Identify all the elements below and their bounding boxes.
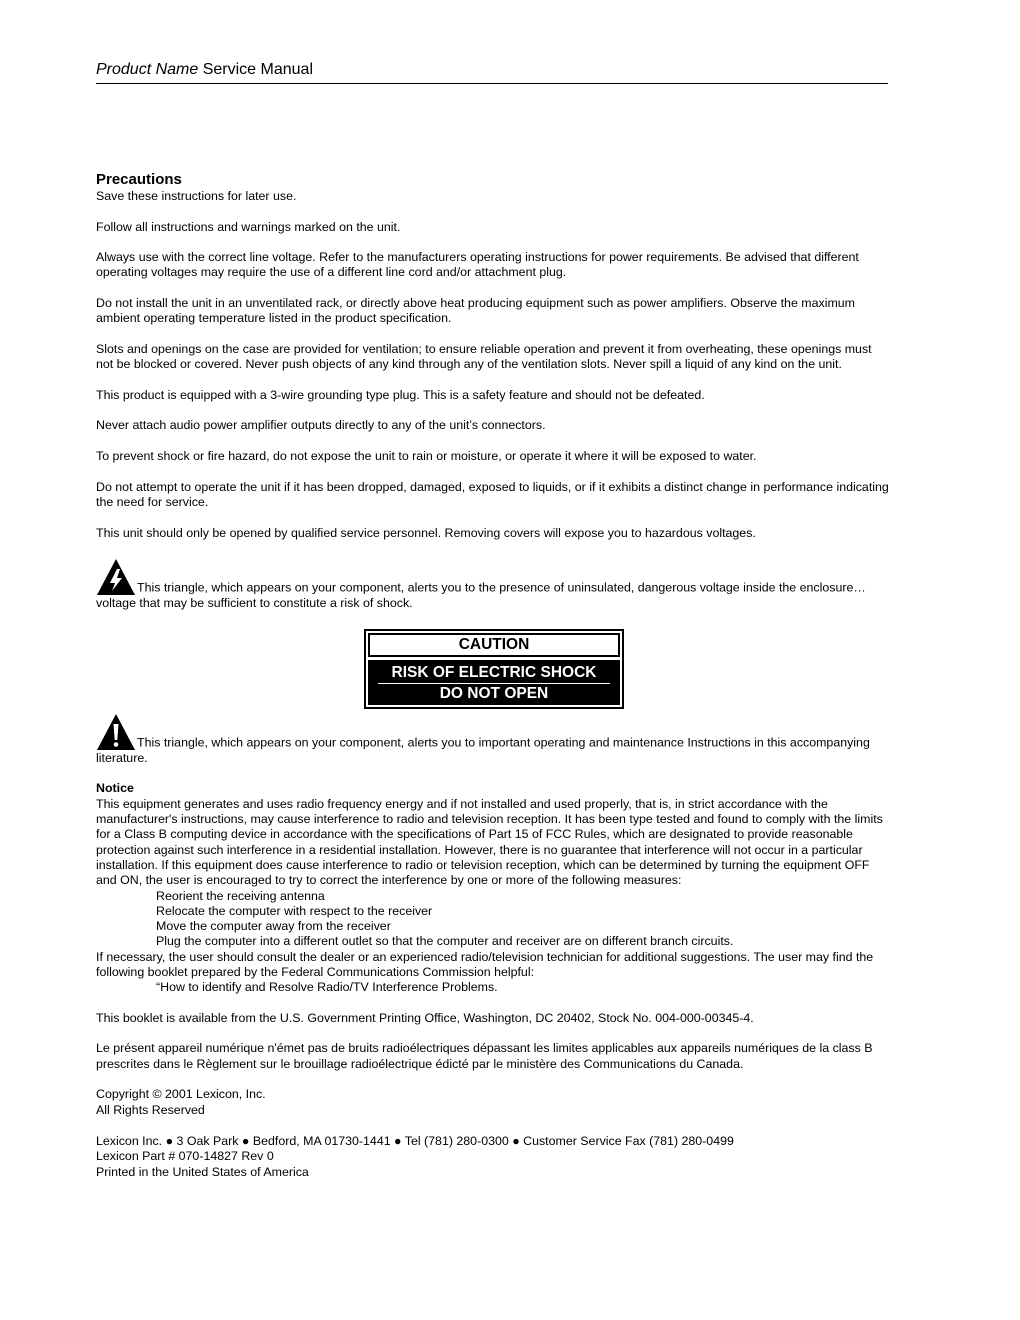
precautions-title: Precautions xyxy=(96,171,182,188)
exclamation-triangle-icon xyxy=(96,713,136,751)
precaution-paragraph: Never attach audio power amplifier outputs directly to any of the unit’s connectors. xyxy=(96,418,546,433)
caution-shock-box xyxy=(368,660,620,705)
precaution-paragraph: This product is equipped with a 3-wire grounding type plug. This is a safety feature and should not be defeated. xyxy=(96,387,705,402)
manual-label: Service Manual xyxy=(202,61,313,78)
attention-warning-text: This triangle, which appears on your component, alerts you to important operating and maintenance Instructions in this accompanying literature. xyxy=(96,735,870,766)
caution-label-wrap xyxy=(96,629,892,709)
printed-in: Printed in the United States of America xyxy=(96,1164,309,1179)
measure-item: Plug the computer into a different outlet so that the computer and receiver are on different branch circuits. xyxy=(156,934,734,949)
caution-shock-line: RISK OF ELECTRIC SHOCK xyxy=(391,664,597,682)
caution-open-line: DO NOT OPEN xyxy=(439,685,549,703)
precaution-paragraph: To prevent shock or fire hazard, do not expose the unit to rain or moisture, or operate it where it will be exposed to water. xyxy=(96,449,757,464)
caution-label xyxy=(364,629,624,709)
precaution-paragraph: Do not install the unit in an unventilated rack, or directly above heat producing equipment such as power amplifiers. Observe the maximum ambient operating temperature listed in the product specification. xyxy=(96,296,855,326)
page-content xyxy=(96,171,892,1180)
part-number: Lexicon Part # 070-14827 Rev 0 xyxy=(96,1149,274,1164)
voltage-warning xyxy=(96,558,892,611)
precaution-paragraph: Slots and openings on the case are provided for ventilation; to ensure reliable operation and prevent it from overheating, these openings must not be blocked or covered. Never push objects of any kind through any of the ventilation slots. Never spill a liquid of any kind on the unit. xyxy=(96,341,872,372)
rights-line: All Rights Reserved xyxy=(96,1102,205,1117)
precaution-paragraph: Save these instructions for later use. xyxy=(96,189,297,203)
copyright-line: Copyright © 2001 Lexicon, Inc. xyxy=(96,1087,266,1102)
voltage-warning-text: This triangle, which appears on your component, alerts you to the presence of uninsulated, dangerous voltage inside the enclosure… voltage that may be sufficient to constitute a risk of shock. xyxy=(96,580,866,610)
company-info xyxy=(96,1134,892,1180)
notice-heading: Notice xyxy=(96,781,134,796)
notice-body: This equipment generates and uses radio frequency energy and if not installed and used properly, that is, in strict accordance with the manufacturer's instructions, may cause interference to radio and television reception. It has been type tested and found to comply with the limits for a Class B computing device in accordance with the specifications of Part 15 of FCC Rules, which are designated to provide reasonable protection against such interference in a residential installation. However, there is no guarantee that interference will not occur in a particular installation. If this equipment does cause interference to radio or television reception, which can be determined by turning the equipment OFF and ON, the user is encouraged to try to correct the interference by one or more of the following measures: xyxy=(96,796,883,888)
caution-title: CAUTION xyxy=(368,633,620,657)
booklet-availability: This booklet is available from the U.S. Government Printing Office, Washington, DC 20402, Stock No. 004-000-00345-4. xyxy=(96,1010,754,1025)
booklet-title: “How to identify and Resolve Radio/TV Interference Problems. xyxy=(156,980,498,995)
measure-item: Relocate the computer with respect to the receiver xyxy=(156,903,433,918)
product-name: Product Name xyxy=(96,61,199,78)
precaution-paragraph: This unit should only be opened by qualified service personnel. Removing covers will expose you to hazardous voltages. xyxy=(96,525,756,540)
french-notice: Le présent appareil numérique n'émet pas de bruits radioélectriques dépassant les limites applicables aux appareils numériques de la class B prescrites dans le Règlement sur le brouillage radioélectrique édicté par le ministère des Communications du Canada. xyxy=(96,1041,873,1071)
attention-warning xyxy=(96,713,892,766)
page-header xyxy=(96,60,888,84)
company-address: Lexicon Inc. ● 3 Oak Park ● Bedford, MA 01730-1441 ● Tel (781) 280-0300 ● Customer Service Fax (781) 280-0499 xyxy=(96,1133,734,1148)
measure-item: Move the computer away from the receiver xyxy=(156,919,391,934)
precaution-paragraph: Follow all instructions and warnings marked on the unit. xyxy=(96,219,401,234)
precaution-paragraph: Always use with the correct line voltage. Refer to the manufacturers operating instructions for power requirements. Be advised that different operating voltages may require the use of a different line cord and/or attachment plug. xyxy=(96,250,859,280)
notice-followup: If necessary, the user should consult the dealer or an experienced radio/television technician for additional suggestions. The user may find the following booklet prepared by the Federal Communications Commission helpful: xyxy=(96,949,874,979)
precaution-paragraph: Do not attempt to operate the unit if it has been dropped, damaged, exposed to liquids, or if it exhibits a distinct change in performance indicating the need for service. xyxy=(96,479,889,509)
lightning-triangle-icon xyxy=(96,558,136,596)
measure-item: Reorient the receiving antenna xyxy=(156,888,325,903)
